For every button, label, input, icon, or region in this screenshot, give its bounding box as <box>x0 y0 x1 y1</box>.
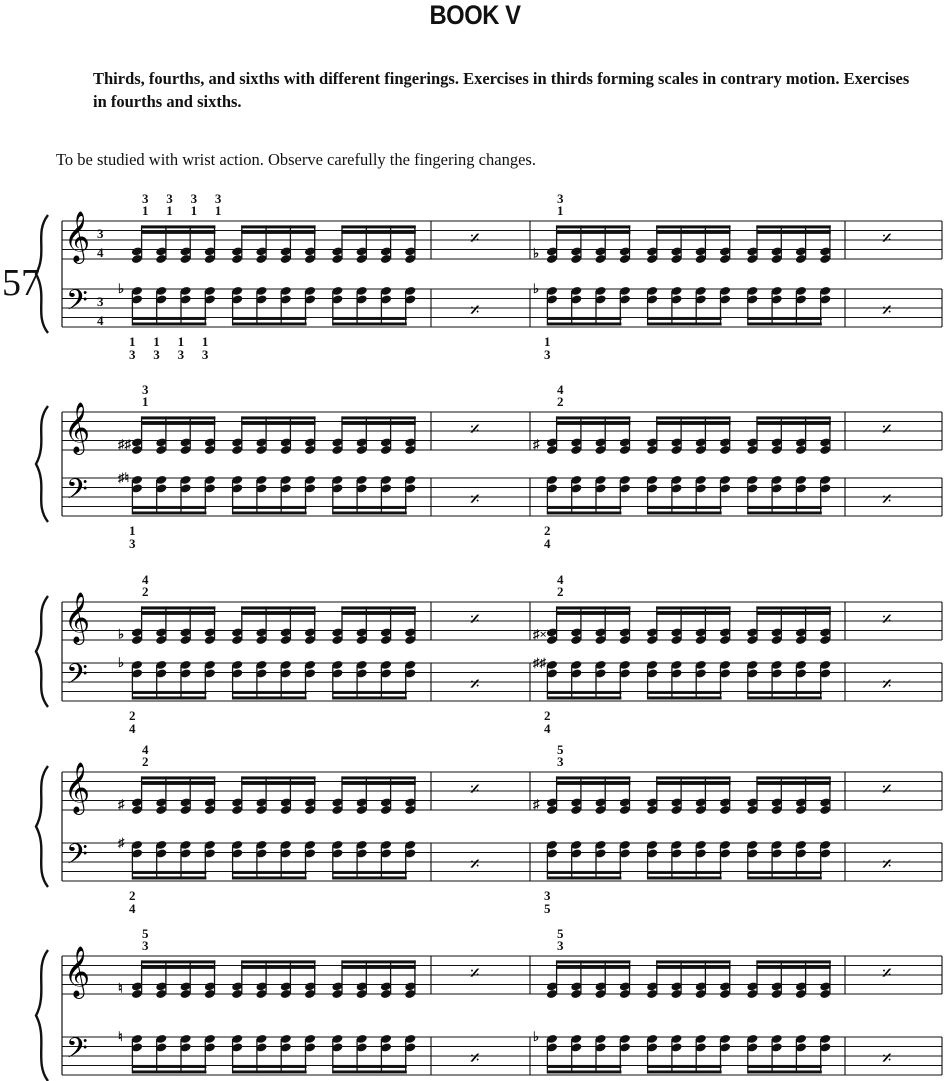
bass-clef-icon: 𝄢 <box>66 838 88 878</box>
beam <box>747 511 821 514</box>
fingering-upper: 5 <box>142 926 149 941</box>
bass-accidental: ♭ <box>118 280 125 296</box>
beam <box>332 511 406 514</box>
beam <box>647 871 721 874</box>
fingering-upper: 4 <box>557 382 564 397</box>
measure-repeat-icon: 𝄎 <box>882 961 892 985</box>
fingering-upper: 1 <box>153 334 160 349</box>
beam <box>556 606 630 609</box>
beam <box>656 606 730 609</box>
beam <box>656 225 730 228</box>
beam <box>332 876 406 879</box>
fingering-lower: 4 <box>129 721 136 736</box>
beam <box>141 782 215 785</box>
beam <box>132 506 206 509</box>
fingering-lower: 4 <box>544 536 551 551</box>
fingering-upper: 1 <box>177 334 185 349</box>
beam <box>747 317 821 320</box>
beam <box>141 966 215 969</box>
measure-repeat-icon: 𝄎 <box>882 298 892 322</box>
beam <box>141 231 215 234</box>
beam <box>556 225 630 228</box>
beam <box>647 876 721 879</box>
treble-clef-icon: 𝄞 <box>64 402 91 453</box>
beam <box>341 416 415 419</box>
fingering-lower: 3 <box>129 536 136 551</box>
beam <box>647 696 721 699</box>
measure-repeat-icon: 𝄎 <box>470 777 480 801</box>
segment-1 <box>117 382 480 551</box>
fingering-lower: 3 <box>201 347 209 362</box>
beam <box>341 776 415 779</box>
beam <box>647 691 721 694</box>
beam <box>547 1065 621 1068</box>
beam <box>332 1065 406 1068</box>
brace <box>36 406 48 522</box>
bass-clef-icon: 𝄢 <box>66 1032 88 1072</box>
fingering-upper: 3 <box>190 191 198 206</box>
beam <box>556 612 630 615</box>
beam <box>132 1070 206 1073</box>
fingering-upper: 2 <box>129 708 136 723</box>
fingering-upper: 5 <box>557 926 564 941</box>
beam <box>547 1070 621 1073</box>
measure-repeat-icon: 𝄎 <box>470 961 480 985</box>
beam <box>756 231 830 234</box>
fingering-lower: 1 <box>190 203 198 218</box>
beam <box>547 506 621 509</box>
fingering-lower: 3 <box>557 938 564 953</box>
brace <box>36 596 48 707</box>
bass-accidental: ♭ <box>533 280 540 296</box>
fingering-upper: 3 <box>142 191 149 206</box>
beam <box>232 871 306 874</box>
time-signature-numerator: 3 <box>97 294 104 309</box>
beam <box>332 691 406 694</box>
segment-1 <box>117 742 480 916</box>
beam <box>556 960 630 963</box>
beam <box>556 422 630 425</box>
treble-accidental: ♯ <box>533 436 540 452</box>
beam <box>747 1070 821 1073</box>
fingering-upper: 4 <box>142 742 149 757</box>
fingering-lower: 1 <box>166 203 173 218</box>
bass-accidental: ♯♮ <box>118 469 130 485</box>
beam <box>756 776 830 779</box>
beam <box>132 1065 206 1068</box>
measure-repeat-icon: 𝄎 <box>470 417 480 441</box>
beam <box>241 422 315 425</box>
fingering-upper: 4 <box>142 572 149 587</box>
fingering-lower: 1 <box>214 203 222 218</box>
measure-repeat-icon: 𝄎 <box>882 417 892 441</box>
beam <box>556 782 630 785</box>
bass-clef-icon: 𝄢 <box>66 473 88 513</box>
beam <box>332 871 406 874</box>
beam <box>132 876 206 879</box>
beam <box>341 422 415 425</box>
beam <box>756 416 830 419</box>
beam <box>241 782 315 785</box>
beam <box>132 317 206 320</box>
beam <box>656 612 730 615</box>
beam <box>756 612 830 615</box>
brace <box>36 950 48 1081</box>
beam <box>232 317 306 320</box>
fingering-lower: 2 <box>142 754 149 769</box>
fingering-lower: 2 <box>557 584 564 599</box>
exercise-number: 57 <box>2 262 40 304</box>
beam <box>747 1065 821 1068</box>
beam <box>132 871 206 874</box>
beam <box>141 606 215 609</box>
beam <box>241 960 315 963</box>
beam <box>647 322 721 325</box>
beam <box>132 696 206 699</box>
fingering-upper: 1 <box>544 334 551 349</box>
beam <box>232 876 306 879</box>
system-2 <box>36 382 942 551</box>
beam <box>141 416 215 419</box>
beam <box>341 960 415 963</box>
beam <box>241 966 315 969</box>
bass-accidental: ♯ <box>118 834 125 850</box>
segment-1 <box>118 191 480 362</box>
fingering-upper: 5 <box>557 742 564 757</box>
measure-repeat-icon: 𝄎 <box>882 607 892 631</box>
system-5 <box>36 926 942 1081</box>
segment-2 <box>532 572 892 736</box>
beam <box>747 322 821 325</box>
beam <box>232 506 306 509</box>
fingering-lower: 4 <box>544 721 551 736</box>
beam <box>647 1070 721 1073</box>
beam <box>756 966 830 969</box>
beam <box>656 782 730 785</box>
measure-repeat-icon: 𝄎 <box>882 1046 892 1070</box>
system-1 <box>2 191 942 362</box>
fingering-upper: 1 <box>201 334 209 349</box>
beam <box>241 225 315 228</box>
fingering-lower: 3 <box>544 347 551 362</box>
beam <box>756 960 830 963</box>
beam <box>547 317 621 320</box>
segment-2 <box>532 382 892 551</box>
fingering-lower: 2 <box>142 584 149 599</box>
book-title: BOOK V <box>429 0 521 30</box>
beam <box>341 606 415 609</box>
beam <box>141 225 215 228</box>
beam <box>132 322 206 325</box>
fingering-upper: 3 <box>142 382 149 397</box>
fingering-upper: 3 <box>166 191 173 206</box>
beam <box>747 696 821 699</box>
beam <box>232 511 306 514</box>
beam <box>647 511 721 514</box>
beam <box>556 416 630 419</box>
measure-repeat-icon: 𝄎 <box>470 298 480 322</box>
treble-clef-icon: 𝄞 <box>64 946 91 997</box>
fingering-lower: 1 <box>142 394 149 409</box>
segment-1 <box>118 572 480 736</box>
beam <box>232 1065 306 1068</box>
fingering-lower: 3 <box>129 347 136 362</box>
treble-accidental: ♯ <box>118 796 125 812</box>
fingering-upper: 3 <box>214 191 222 206</box>
fingering-lower: 5 <box>544 901 551 916</box>
brace <box>36 766 48 887</box>
measure-repeat-icon: 𝄎 <box>470 487 480 511</box>
fingering-lower: 3 <box>142 938 149 953</box>
beam <box>756 422 830 425</box>
beam <box>241 606 315 609</box>
beam <box>341 231 415 234</box>
beam <box>241 776 315 779</box>
beam <box>341 966 415 969</box>
measure-repeat-icon: 𝄎 <box>882 487 892 511</box>
fingering-upper: 2 <box>544 523 551 538</box>
treble-clef-icon: 𝄞 <box>64 592 91 643</box>
beam <box>756 225 830 228</box>
measure-repeat-icon: 𝄎 <box>470 226 480 250</box>
fingering-upper: 4 <box>557 572 564 587</box>
treble-accidental: ♯♯ <box>118 436 131 452</box>
beam <box>756 606 830 609</box>
beam <box>332 1070 406 1073</box>
measure-repeat-icon: 𝄎 <box>882 672 892 696</box>
fingering-upper: 2 <box>129 888 136 903</box>
beam <box>547 691 621 694</box>
fingering-upper: 1 <box>129 334 136 349</box>
fingering-upper: 3 <box>557 191 564 206</box>
beam <box>232 1070 306 1073</box>
measure-repeat-icon: 𝄎 <box>470 672 480 696</box>
beam <box>547 696 621 699</box>
beam <box>241 231 315 234</box>
treble-accidental: ♯× <box>533 626 547 642</box>
fingering-lower: 3 <box>153 347 160 362</box>
bass-clef-icon: 𝄢 <box>66 658 88 698</box>
beam <box>232 691 306 694</box>
beam <box>547 322 621 325</box>
beam <box>141 776 215 779</box>
fingering-lower: 4 <box>129 901 136 916</box>
beam <box>141 422 215 425</box>
beam <box>332 317 406 320</box>
treble-clef-icon: 𝄞 <box>64 762 91 813</box>
beam <box>547 511 621 514</box>
fingering-lower: 1 <box>557 203 564 218</box>
treble-accidental: ♭ <box>533 245 540 261</box>
beam <box>141 612 215 615</box>
bass-accidental: ♯♯ <box>533 654 546 670</box>
beam <box>132 691 206 694</box>
beam <box>756 782 830 785</box>
time-signature-denominator: 4 <box>97 245 104 260</box>
system-4 <box>36 742 942 916</box>
fingering-lower: 3 <box>177 347 185 362</box>
beam <box>556 966 630 969</box>
beam <box>341 782 415 785</box>
measure-repeat-icon: 𝄎 <box>470 1046 480 1070</box>
beam <box>656 416 730 419</box>
system-3 <box>36 572 942 736</box>
segment-2 <box>533 191 892 362</box>
beam <box>647 1065 721 1068</box>
time-signature-denominator: 4 <box>97 313 104 328</box>
measure-repeat-icon: 𝄎 <box>882 226 892 250</box>
beam <box>232 322 306 325</box>
beam <box>141 960 215 963</box>
segment-1 <box>118 926 480 1073</box>
fingering-upper: 2 <box>544 708 551 723</box>
measure-repeat-icon: 𝄎 <box>882 852 892 876</box>
study-instruction: To be studied with wrist action. Observe carefully the fingering changes. <box>56 150 536 169</box>
beam <box>556 776 630 779</box>
beam <box>747 876 821 879</box>
beam <box>547 871 621 874</box>
beam <box>747 506 821 509</box>
beam <box>647 506 721 509</box>
beam <box>241 612 315 615</box>
beam <box>647 317 721 320</box>
beam <box>341 612 415 615</box>
beam <box>232 696 306 699</box>
treble-accidental: ♭ <box>118 626 125 642</box>
segment-2 <box>533 926 892 1073</box>
beam <box>547 876 621 879</box>
beam <box>656 422 730 425</box>
beam <box>332 506 406 509</box>
treble-accidental: ♮ <box>118 980 123 996</box>
fingering-lower: 1 <box>142 203 149 218</box>
beam <box>656 231 730 234</box>
beam <box>132 511 206 514</box>
time-signature-numerator: 3 <box>97 226 104 241</box>
beam <box>656 960 730 963</box>
treble-clef-icon: 𝄞 <box>64 211 91 262</box>
beam <box>747 871 821 874</box>
bass-accidental: ♭ <box>118 654 125 670</box>
beam <box>332 322 406 325</box>
bass-accidental: ♮ <box>118 1028 123 1044</box>
beam <box>341 225 415 228</box>
book-subtitle: Thirds, fourths, and sixths with different fingerings. Exercises in thirds forming scales in contrary motion. Exercises in fourths and sixths. <box>93 69 910 111</box>
beam <box>656 776 730 779</box>
beam <box>556 231 630 234</box>
segment-2 <box>532 742 892 916</box>
beam <box>656 966 730 969</box>
beam <box>241 416 315 419</box>
measure-repeat-icon: 𝄎 <box>882 777 892 801</box>
fingering-upper: 3 <box>544 888 551 903</box>
bass-accidental: ♭ <box>533 1028 540 1044</box>
measure-repeat-icon: 𝄎 <box>470 607 480 631</box>
measure-repeat-icon: 𝄎 <box>470 852 480 876</box>
bass-clef-icon: 𝄢 <box>66 284 88 324</box>
beam <box>747 691 821 694</box>
fingering-upper: 1 <box>129 523 136 538</box>
fingering-lower: 3 <box>557 754 564 769</box>
fingering-lower: 2 <box>557 394 564 409</box>
beam <box>332 696 406 699</box>
treble-accidental: ♯ <box>533 796 540 812</box>
